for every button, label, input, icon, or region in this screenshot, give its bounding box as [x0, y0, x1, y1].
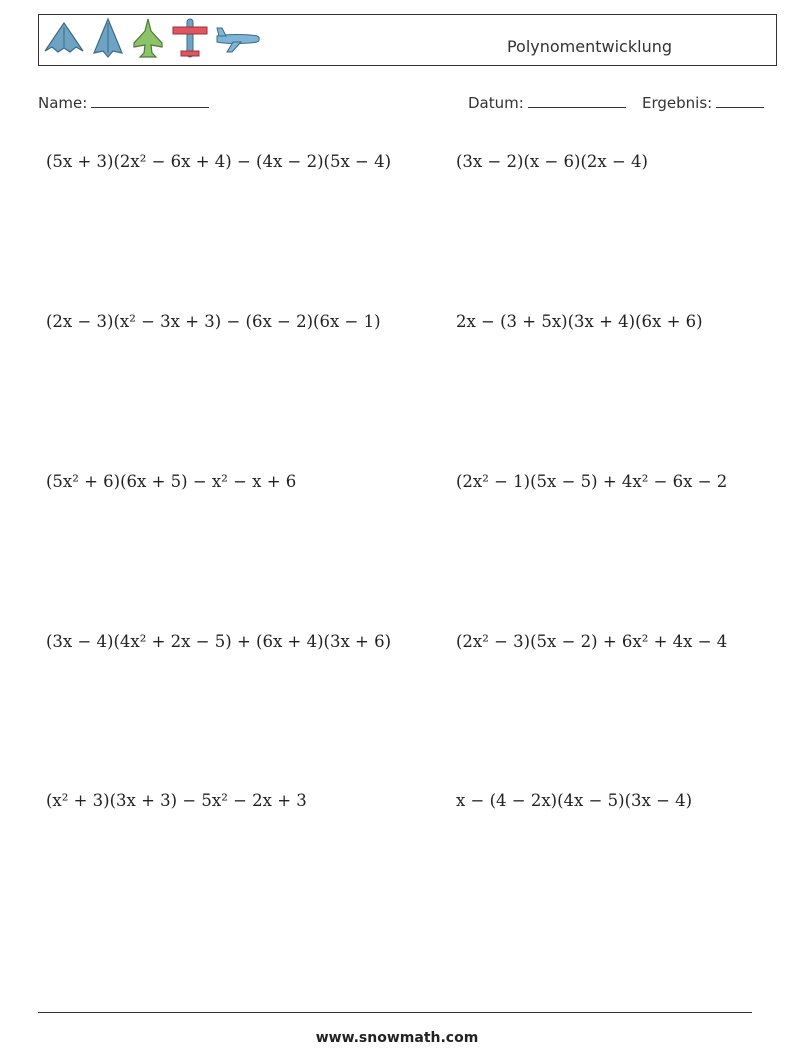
footer-rule: [38, 1012, 752, 1013]
name-label: Name:: [38, 94, 88, 112]
header-box: [38, 14, 777, 66]
date-label: Datum:: [468, 94, 524, 112]
problem-9: (x² + 3)(3x + 3) − 5x² − 2x + 3: [46, 791, 307, 810]
fighter-jet-icon: [131, 17, 165, 65]
date-blank[interactable]: [528, 93, 626, 108]
page-title: Polynomentwicklung: [506, 37, 672, 56]
result-field: [642, 93, 764, 112]
result-blank[interactable]: [716, 93, 764, 108]
problem-7: (3x − 4)(4x² + 2x − 5) + (6x + 4)(3x + 6): [46, 632, 392, 651]
problem-8: (2x² − 3)(5x − 2) + 6x² + 4x − 4: [456, 632, 728, 651]
problem-5: (5x² + 6)(6x + 5) − x² − x + 6: [46, 472, 297, 491]
header-icons: [43, 19, 267, 63]
stealth-bomber-icon: [43, 21, 85, 61]
problem-6: (2x² − 1)(5x − 5) + 4x² − 6x − 2: [456, 472, 728, 491]
result-label: Ergebnis:: [642, 94, 713, 112]
name-blank[interactable]: [91, 93, 209, 108]
propeller-plane-icon: [171, 17, 209, 65]
problem-4: 2x − (3 + 5x)(3x + 4)(6x + 6): [456, 312, 703, 331]
date-field: [468, 93, 626, 112]
problem-2: (3x − 2)(x − 6)(2x − 4): [456, 152, 648, 171]
problem-10: x − (4 − 2x)(4x − 5)(3x − 4): [456, 791, 693, 810]
delta-jet-icon: [91, 17, 125, 65]
problem-1: (5x + 3)(2x² − 6x + 4) − (4x − 2)(5x − 4): [46, 152, 392, 171]
footer-url[interactable]: www.snowmath.com: [315, 1030, 479, 1046]
name-field: [38, 93, 209, 112]
airliner-icon: [215, 24, 261, 58]
problem-3: (2x − 3)(x² − 3x + 3) − (6x − 2)(6x − 1): [46, 312, 381, 331]
